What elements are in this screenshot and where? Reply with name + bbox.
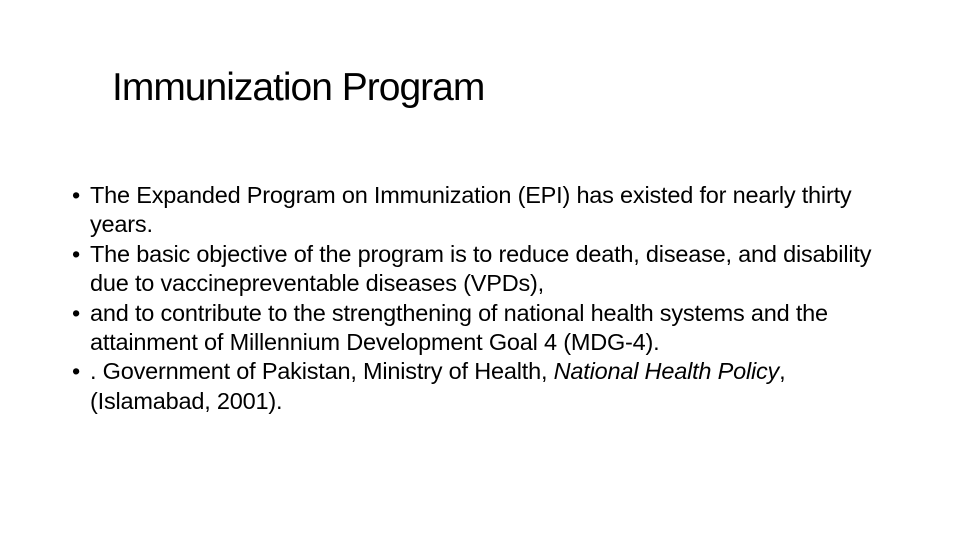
bullet-mark: • (72, 299, 81, 326)
slide-body (72, 181, 892, 416)
bullet-mark: • (72, 182, 81, 208)
slide-title: Immunization Program (112, 66, 485, 109)
bullet-item-3 (72, 299, 892, 358)
citation-title: National Health Policy (553, 358, 780, 385)
citation-prefix: . Government of Pakistan, Ministry of Health, (90, 358, 554, 385)
bullet-item-2 (72, 240, 892, 299)
bullet-text-citation (90, 357, 892, 416)
bullet-text: and to contribute to the strengthening of national health systems and the attainment of Millennium Development Goal 4 (MDG-4). (90, 299, 828, 356)
citation-suffix: , (Islamabad, 2001). (90, 358, 786, 414)
bullet-item-1 (72, 181, 892, 240)
bullet-text: The basic objective of the program is to reduce death, disease, and disability due to vaccinepreventable diseases (VPDs), (90, 240, 872, 297)
bullet-mark: • (72, 358, 81, 385)
bullet-text: The Expanded Program on Immunization (EPI) has existed for nearly thirty years. (90, 182, 852, 238)
bullet-mark: • (72, 240, 81, 267)
bullet-item-4 (72, 357, 892, 416)
